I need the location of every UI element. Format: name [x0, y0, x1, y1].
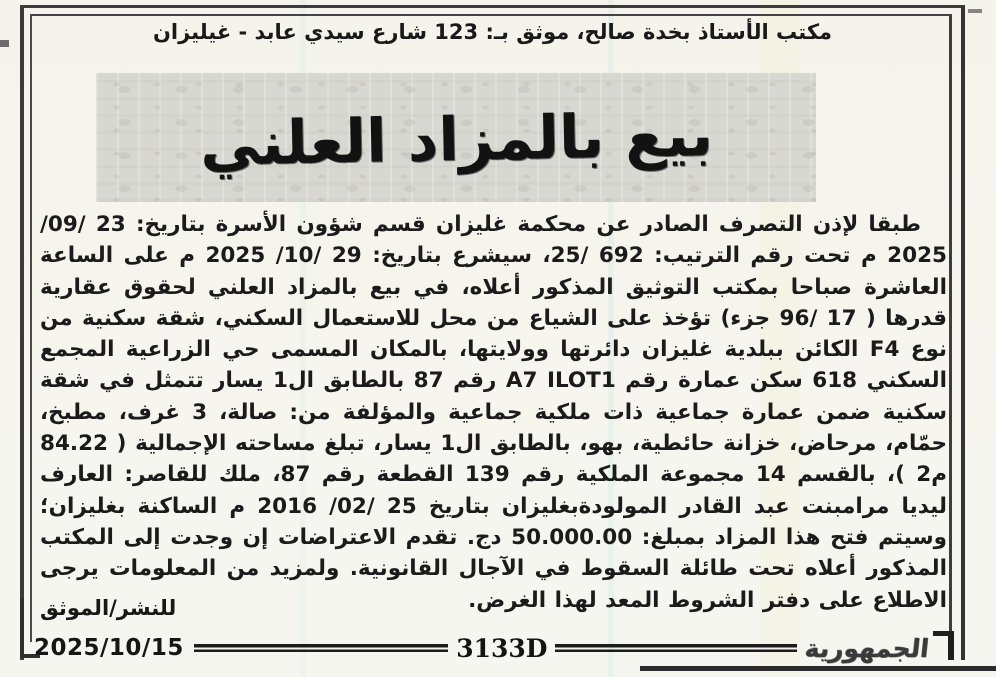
- newspaper-logo: الجمهورية: [803, 633, 931, 663]
- publication-signature: للنشر/الموثق: [40, 596, 177, 620]
- adjacent-ad-rule: [640, 666, 996, 671]
- title-banner: [96, 73, 816, 202]
- scan-artifact: [968, 9, 982, 13]
- corner-bracket-icon: [933, 631, 954, 660]
- ad-reference-number: 3133D: [456, 633, 548, 663]
- divider-rule: [194, 644, 448, 652]
- notice-body-text: طبقا لإذن التصرف الصادر عن محكمة غليزان قسم شؤون الأسرة بتاريخ: 23 /09/ 2025 م تحت رقم الترتيب: 692 /25، سيشرع بتاريخ: 29 /10/ 2025 م على الساعة العاشرة صباحا بمكتب التوثيق المذكور أعلاه، في بيع بالمزاد العلني لحقوق عقارية قدرها ( 17 /96 جزء) تؤخذ على الشياع من محل للاستعمال السكني، شقة سكنية من نوع F4 الكائن ببلدية غليزان دائرتها وولايتها، بالمكان المسمى حي الزراعية المجمع السكني 618 سكن عمارة رقم A7 ILOT1 رقم 87 بالطابق ال1 يسار تتمثل في شقة سكنية ضمن عمارة جماعية ذات ملكية جماعية والمؤلفة من: صالة، 3 غرف، مطبخ، حمّام، مرحاض، خزانة حائطية، بهو، بالطابق ال1 يسار، تبلغ مساحته الإجمالية ( 84.22 م2 )، بالقسم 14 مجموعة الملكية رقم 139 القطعة رقم 87، ملك للقاصر: العارف ليديا مرامبنت عبد القادر المولودةبغليزان بتاريخ 25 /02/ 2016 م الساكنة بغليزان؛ وسيتم فتح هذا المزاد بمبلغ: 50.000.00 دج. تقدم الاعتراضات إن وجدت إلى المكتب المذكور أعلاه تحت طائلة السقوط في الآجال القانونية. ولمزيد من المعلومات يرجى الاطلاع على دفتر الشروط المعد لهذا الغرض.: [40, 212, 948, 613]
- publication-date: 2025/10/15: [34, 635, 184, 661]
- auction-title: بيع بالمزاد العلني: [198, 99, 714, 180]
- notary-office-header: مكتب الأستاذ بخدة صالح، موثق بـ: 123 شارع سيدي عابد - غيليزان: [152, 20, 833, 44]
- footer: [34, 634, 954, 662]
- scan-artifact: [0, 40, 9, 47]
- divider-rule: [555, 644, 797, 652]
